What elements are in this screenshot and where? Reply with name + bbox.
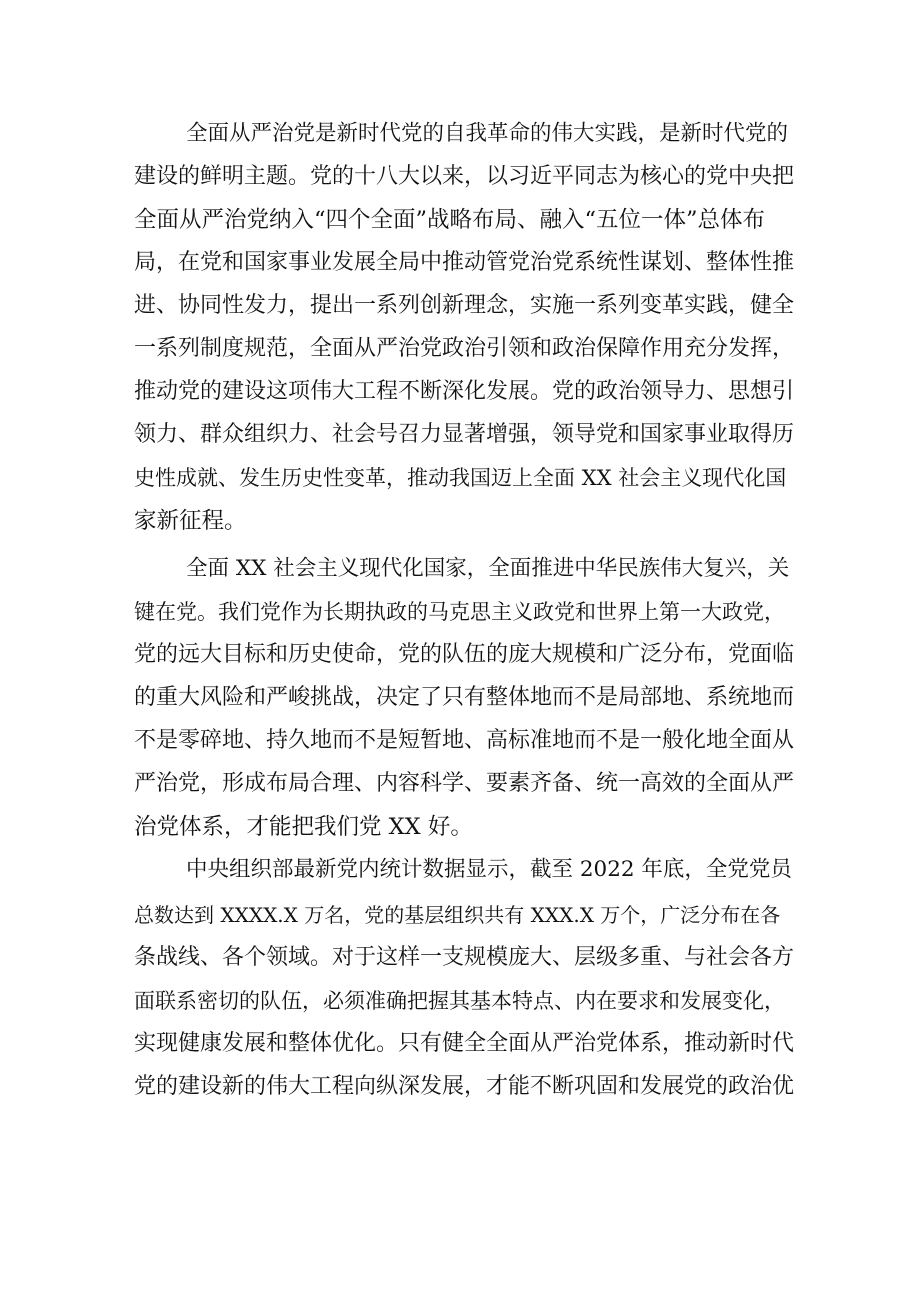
paragraph-3-line-5: 实现健康发展和整体优化。只有健全全面从严治党体系，推动新时代 (134, 1031, 795, 1056)
paragraph-1-line-2: 建设的鲜明主题。党的十八大以来，以习近平同志为核心的党中央把 (134, 164, 795, 189)
paragraph-3-line-3: 条战线、各个领域。对于这样一支规模庞大、层级多重、与社会各方 (134, 945, 795, 970)
paragraph-2-line-4: 的重大风险和严峻挑战，决定了只有整体地而不是局部地、系统地而 (134, 685, 795, 710)
paragraph-3-line-4: 面联系密切的队伍，必须准确把握其基本特点、内在要求和发展变化， (134, 989, 785, 1013)
paragraph-2-line-7: 治党体系，才能把我们党 XX 好。 (134, 814, 473, 840)
paragraph-1-line-6: 一系列制度规范，全面从严治党政治引领和政治保障作用充分发挥， (134, 336, 795, 361)
paragraph-2-line-2: 键在党。我们党作为长期执政的马克思主义政党和世界上第一大政党， (134, 600, 785, 624)
paragraph-1-line-3: 全面从严治党纳入“四个全面”战略布局、融入“五位一体”总体布 (134, 207, 766, 233)
paragraph-1-line-1: 全面从严治党是新时代党的自我革命的伟大实践，是新时代党的 (186, 121, 789, 146)
paragraph-2-line-6: 严治党，形成布局合理、内容科学、要素齐备、统一高效的全面从严 (134, 771, 795, 796)
paragraph-1-line-5: 进、协同性发力，提出一系列创新理念，实施一系列变革实践，健全 (134, 293, 795, 318)
paragraph-3-line-1: 中央组织部最新党内统计数据显示，截至 2022 年底，全党党员 (186, 857, 792, 882)
paragraph-1-line-4: 局，在党和国家事业发展全局中推动管党治党系统性谋划、整体性推 (134, 250, 795, 275)
paragraph-3-line-2: 总数达到 XXXX.X 万名，党的基层组织共有 XXX.X 万个，广泛分布在各 (134, 903, 781, 927)
paragraph-2-line-5: 不是零碎地、持久地而不是短暂地、高标准地而不是一般化地全面从 (134, 728, 795, 753)
paragraph-3-line-6: 党的建设新的伟大工程向纵深发展，才能不断巩固和发展党的政治优 (134, 1074, 795, 1099)
paragraph-2-line-1: 全面 XX 社会主义现代化国家，全面推进中华民族伟大复兴，关 (186, 556, 790, 581)
paragraph-1-line-9: 史性成就、发生历史性变革，推动我国迈上全面 XX 社会主义现代化国 (134, 466, 787, 490)
paragraph-2-line-3: 党的远大目标和历史使命，党的队伍的庞大规模和广泛分布，党面临 (134, 642, 795, 667)
paragraph-1-line-10: 家新征程。 (134, 508, 247, 534)
paragraph-1-line-7: 推动党的建设这项伟大工程不断深化发展。党的政治领导力、思想引 (134, 379, 795, 404)
paragraph-1-line-8: 领力、群众组织力、社会号召力显著增强，领导党和国家事业取得历 (134, 422, 795, 447)
